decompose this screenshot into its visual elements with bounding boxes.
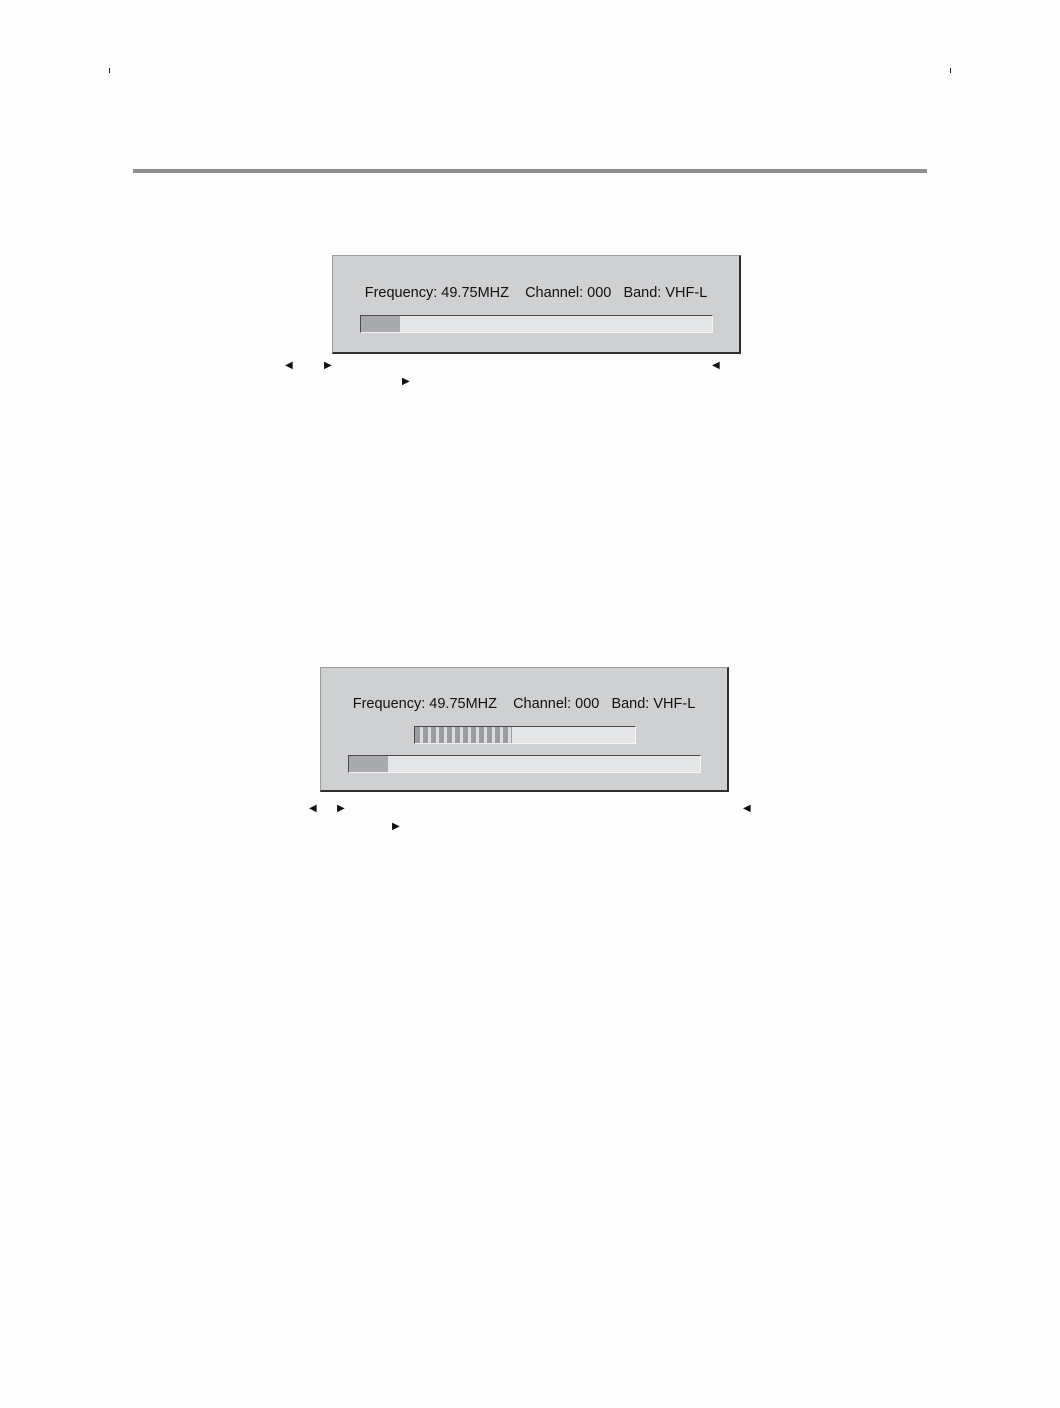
- signal-level-bar: [414, 726, 636, 744]
- left-arrow-icon: ◀: [712, 360, 720, 371]
- right-arrow-icon: ▶: [402, 376, 410, 387]
- right-arrow-icon: ▶: [324, 360, 332, 371]
- scan-info-line: Frequency: 49.75MHZ Channel: 000 Band: VHF-L: [352, 696, 696, 712]
- scan-status-panel: [332, 255, 741, 354]
- scan-progress-bar: [348, 755, 701, 773]
- crop-mark-left: [109, 68, 110, 73]
- scan-info-line: Frequency: 49.75MHZ Channel: 000 Band: VHF-L: [364, 285, 708, 301]
- left-arrow-icon: ◀: [743, 803, 751, 814]
- left-arrow-icon: ◀: [285, 360, 293, 371]
- crop-mark-right: [950, 68, 951, 73]
- right-arrow-icon: ▶: [392, 821, 400, 832]
- right-arrow-icon: ▶: [337, 803, 345, 814]
- scan-progress-fill: [349, 756, 388, 772]
- scan-progress-bar: [360, 315, 713, 333]
- left-arrow-icon: ◀: [309, 803, 317, 814]
- header-rule: [133, 169, 927, 173]
- fine-tune-status-panel: [320, 667, 729, 792]
- scan-progress-fill: [361, 316, 400, 332]
- signal-level-fill: [415, 727, 512, 743]
